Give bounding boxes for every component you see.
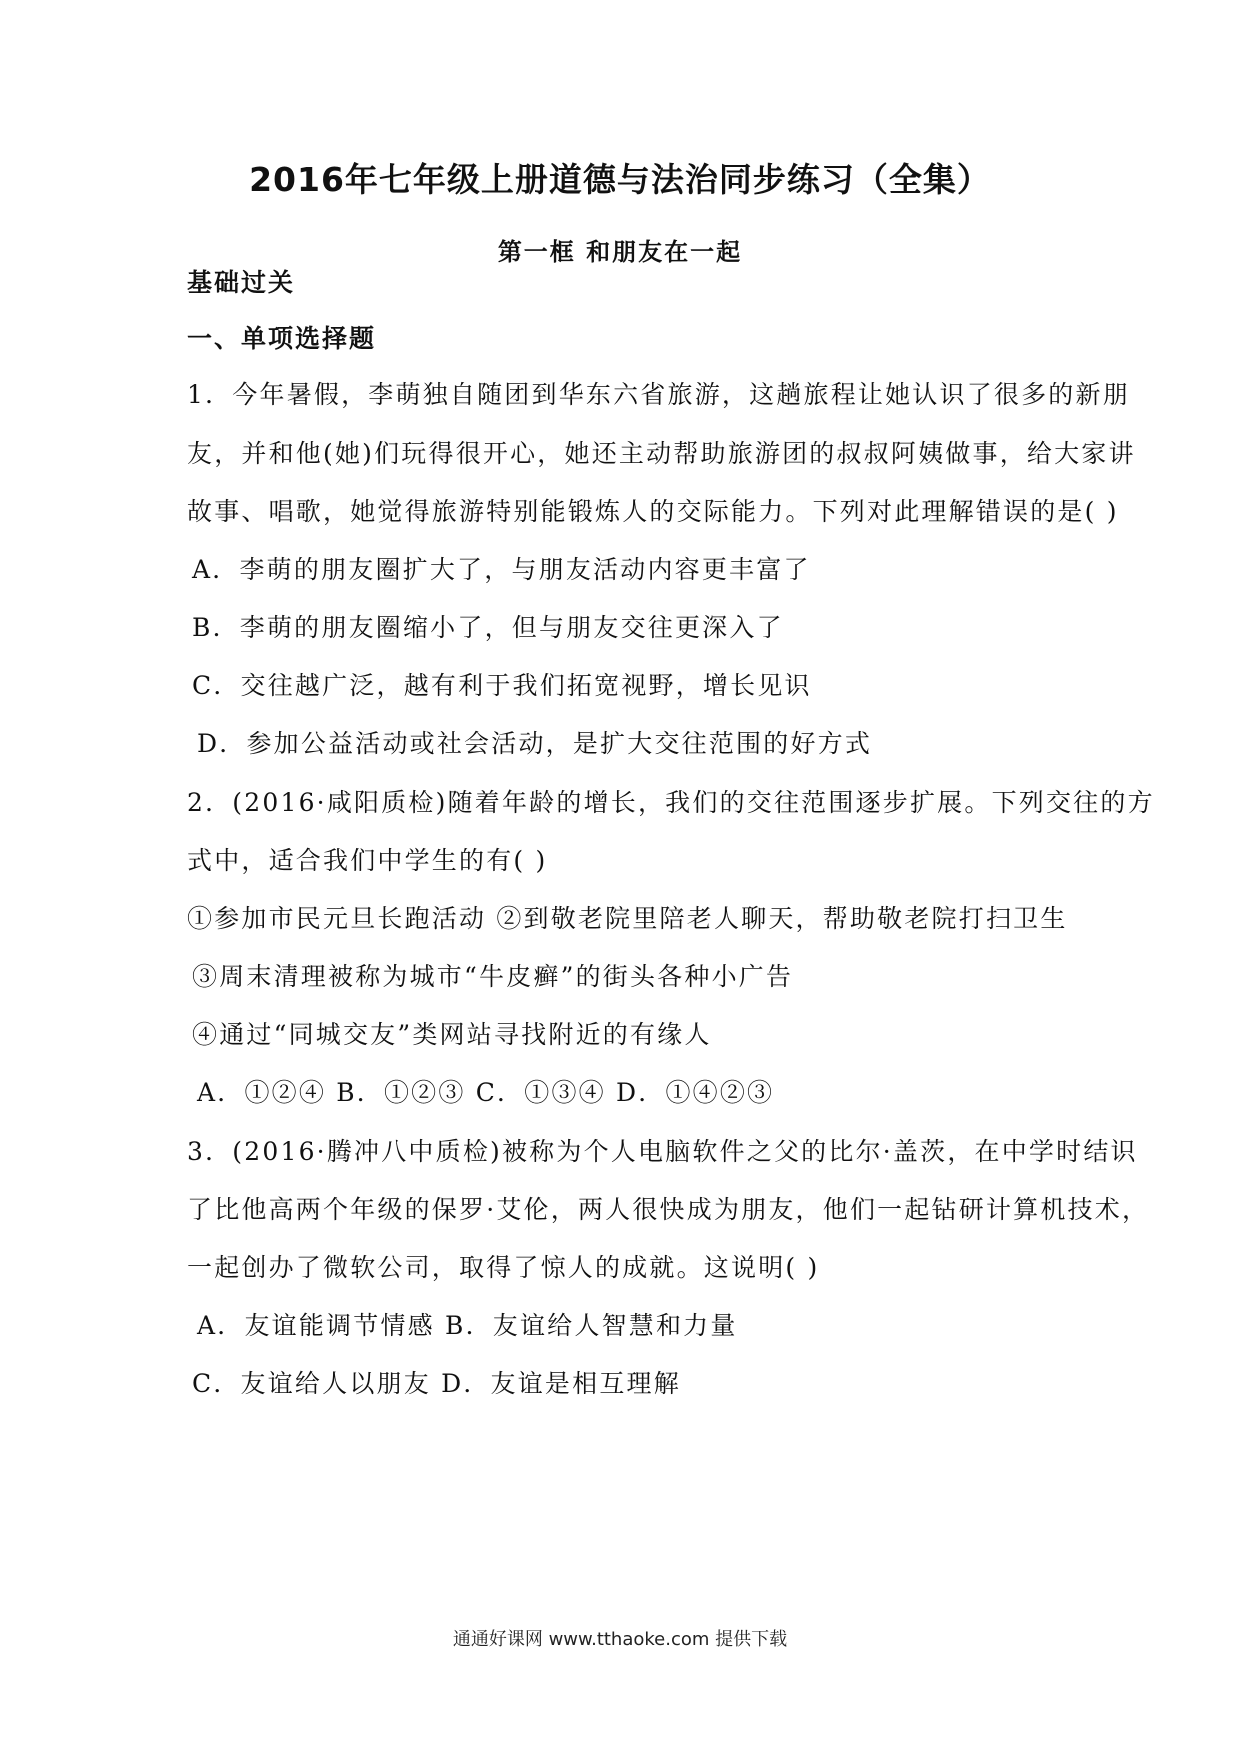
question-2-options: A．①②④ B．①②③ C．①③④ D．①④②③	[197, 1078, 775, 1107]
question-1-line-3: 故事、唱歌，她觉得旅游特别能锻炼人的交际能力。下列对此理解错误的是( )	[187, 497, 1119, 526]
question-1-option-a: A．李萌的朋友圈扩大了，与朋友活动内容更丰富了	[192, 555, 811, 584]
question-3-line-3: 一起创办了微软公司，取得了惊人的成就。这说明( )	[187, 1253, 820, 1282]
document-title: 2016年七年级上册道德与法治同步练习（全集）	[249, 160, 991, 199]
lesson-subtitle: 第一框 和朋友在一起	[497, 237, 743, 266]
section-heading-basic: 基础过关	[187, 268, 296, 297]
question-1-line-2: 友，并和他(她)们玩得很开心，她还主动帮助旅游团的叔叔阿姨做事，给大家讲	[187, 439, 1136, 468]
question-1-option-b: B．李萌的朋友圈缩小了，但与朋友交往更深入了	[192, 613, 784, 642]
section-heading-single-choice: 一、单项选择题	[187, 324, 377, 353]
question-3-options-ab: A．友谊能调节情感 B．友谊给人智慧和力量	[197, 1311, 738, 1340]
question-2-item-1-2: ①参加市民元旦长跑活动 ②到敬老院里陪老人聊天，帮助敬老院打扫卫生	[187, 904, 1068, 933]
question-1-line-1: 1．今年暑假，李萌独自随团到华东六省旅游，这趟旅程让她认识了很多的新朋	[187, 380, 1130, 409]
question-3-line-1: 3．(2016·腾冲八中质检)被称为个人电脑软件之父的比尔·盖茨，在中学时结识	[187, 1137, 1138, 1166]
question-1-option-d: D．参加公益活动或社会活动，是扩大交往范围的好方式	[197, 729, 873, 758]
question-1-option-c: C．交往越广泛，越有利于我们拓宽视野，增长见识	[192, 671, 812, 700]
question-2-line-1: 2．(2016·咸阳质检)随着年龄的增长，我们的交往范围逐步扩展。下列交往的方	[187, 788, 1155, 817]
question-3-options-cd: C．友谊给人以朋友 D．友谊是相互理解	[192, 1369, 681, 1398]
question-2-item-4: ④通过“同城交友”类网站寻找附近的有缘人	[192, 1020, 712, 1049]
question-3-line-2: 了比他高两个年级的保罗·艾伦，两人很快成为朋友，他们一起钻研计算机技术，	[187, 1195, 1150, 1224]
question-2-item-3: ③周末清理被称为城市“牛皮癣”的街头各种小广告	[192, 962, 794, 991]
question-2-line-2: 式中，适合我们中学生的有( )	[187, 846, 548, 875]
download-source-footer: 通通好课网 www.tthaoke.com 提供下载	[452, 1629, 788, 1650]
